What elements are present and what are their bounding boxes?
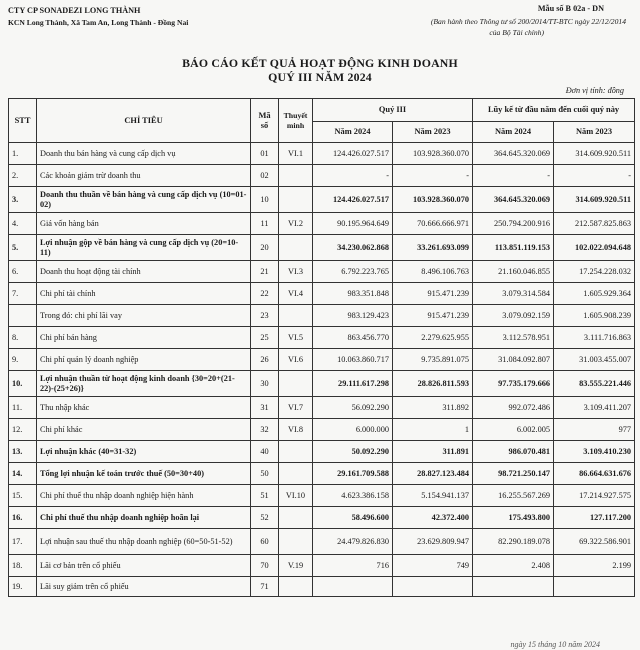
table-row <box>9 555 635 577</box>
row-ytd-2024: 3.079.092.159 <box>473 305 554 327</box>
row-ytd-2024: 175.493.800 <box>473 507 554 529</box>
row-quarter-2023: 8.496.106.763 <box>393 261 473 283</box>
row-item: Doanh thu thuần về bán hàng và cung cấp dịch vụ (10=01-02) <box>37 187 251 213</box>
row-quarter-2023: 915.471.239 <box>393 283 473 305</box>
row-quarter-2024: 34.230.062.868 <box>313 235 393 261</box>
row-stt: 19. <box>9 577 37 597</box>
row-item: Tổng lợi nhuận kế toán trước thuế (50=30+40) <box>37 463 251 485</box>
row-quarter-2024: 716 <box>313 555 393 577</box>
row-stt: 9. <box>9 349 37 371</box>
row-ytd-2024: 16.255.567.269 <box>473 485 554 507</box>
report-title: BÁO CÁO KẾT QUẢ HOẠT ĐỘNG KINH DOANH <box>182 56 458 70</box>
row-quarter-2024: 124.426.027.517 <box>313 143 393 165</box>
table-row <box>9 327 635 349</box>
row-ytd-2023: 3.109.411.207 <box>554 397 635 419</box>
table-row <box>9 213 635 235</box>
row-item: Các khoản giảm trừ doanh thu <box>37 165 251 187</box>
row-ytd-2023: 31.003.455.007 <box>554 349 635 371</box>
row-quarter-2023: - <box>393 165 473 187</box>
income-statement-table <box>8 98 635 597</box>
row-quarter-2024: - <box>313 165 393 187</box>
table-row <box>9 419 635 441</box>
row-note: VI.5 <box>279 327 313 349</box>
table-row <box>9 235 635 261</box>
row-stt: 3. <box>9 187 37 213</box>
header-ytd-2024: Năm 2024 <box>473 122 554 143</box>
row-ytd-2023: 977 <box>554 419 635 441</box>
row-ytd-2024: 364.645.320.069 <box>473 187 554 213</box>
row-item: Lãi cơ bản trên cổ phiếu <box>37 555 251 577</box>
row-stt: 18. <box>9 555 37 577</box>
header-item: CHỈ TIÊU <box>37 99 251 143</box>
row-code: 25 <box>251 327 279 349</box>
table-row <box>9 485 635 507</box>
table-row <box>9 143 635 165</box>
row-quarter-2023: 311.892 <box>393 397 473 419</box>
row-quarter-2023: 9.735.891.075 <box>393 349 473 371</box>
row-note <box>279 463 313 485</box>
row-ytd-2024: 31.084.092.807 <box>473 349 554 371</box>
row-quarter-2024: 24.479.826.830 <box>313 529 393 555</box>
row-quarter-2024: 50.092.290 <box>313 441 393 463</box>
row-stt: 2. <box>9 165 37 187</box>
row-note <box>279 507 313 529</box>
row-note <box>279 441 313 463</box>
header-code: Mã số <box>251 99 279 143</box>
row-note <box>279 577 313 597</box>
row-quarter-2024: 29.111.617.298 <box>313 371 393 397</box>
row-code: 11 <box>251 213 279 235</box>
row-ytd-2023: 2.199 <box>554 555 635 577</box>
row-code: 02 <box>251 165 279 187</box>
row-quarter-2024: 6.000.000 <box>313 419 393 441</box>
row-note: VI.4 <box>279 283 313 305</box>
row-ytd-2024: 986.070.481 <box>473 441 554 463</box>
table-body <box>9 143 635 597</box>
row-stt: 8. <box>9 327 37 349</box>
row-code: 40 <box>251 441 279 463</box>
row-item: Chi phí bán hàng <box>37 327 251 349</box>
row-ytd-2023: 102.022.094.648 <box>554 235 635 261</box>
row-quarter-2023: 103.928.360.070 <box>393 187 473 213</box>
row-quarter-2024: 56.092.290 <box>313 397 393 419</box>
row-item: Lợi nhuận thuần từ hoạt động kinh doanh {30=20+(21-22)-(25+26)} <box>37 371 251 397</box>
issued-note-2: của Bộ Tài chính) <box>489 28 544 37</box>
company-name: CTY CP SONADEZI LONG THÀNH <box>8 6 141 15</box>
row-quarter-2024: 6.792.223.765 <box>313 261 393 283</box>
row-ytd-2023: 3.111.716.863 <box>554 327 635 349</box>
row-ytd-2024: 82.290.189.078 <box>473 529 554 555</box>
row-code: 30 <box>251 371 279 397</box>
row-code: 31 <box>251 397 279 419</box>
row-item: Lợi nhuận sau thuế thu nhập doanh nghiệp (60=50-51-52) <box>37 529 251 555</box>
row-code: 71 <box>251 577 279 597</box>
row-item: Doanh thu bán hàng và cung cấp dịch vụ <box>37 143 251 165</box>
row-quarter-2023: 2.279.625.955 <box>393 327 473 349</box>
report-date: ngày 15 tháng 10 năm 2024 <box>510 640 600 649</box>
row-ytd-2023: 314.609.920.511 <box>554 143 635 165</box>
row-ytd-2023: 314.609.920.511 <box>554 187 635 213</box>
row-note: VI.2 <box>279 213 313 235</box>
header-quarter-2023: Năm 2023 <box>393 122 473 143</box>
header-ytd-2023: Năm 2023 <box>554 122 635 143</box>
row-item: Chi phí thuế thu nhập doanh nghiệp hoãn lại <box>37 507 251 529</box>
row-quarter-2023: 23.629.809.947 <box>393 529 473 555</box>
row-stt: 10. <box>9 371 37 397</box>
row-stt: 12. <box>9 419 37 441</box>
row-quarter-2023: 1 <box>393 419 473 441</box>
table-row <box>9 397 635 419</box>
header-quarter: Quý III <box>313 99 473 122</box>
row-ytd-2024: 2.408 <box>473 555 554 577</box>
row-item: Lợi nhuận khác (40=31-32) <box>37 441 251 463</box>
row-quarter-2024: 863.456.770 <box>313 327 393 349</box>
row-ytd-2023: 69.322.586.901 <box>554 529 635 555</box>
row-note <box>279 165 313 187</box>
table-row <box>9 165 635 187</box>
row-quarter-2023: 33.261.693.099 <box>393 235 473 261</box>
row-item: Lợi nhuận gộp về bán hàng và cung cấp dịch vụ (20=10-11) <box>37 235 251 261</box>
row-quarter-2024: 983.129.423 <box>313 305 393 327</box>
table-row <box>9 187 635 213</box>
table-row <box>9 261 635 283</box>
row-ytd-2023 <box>554 577 635 597</box>
row-quarter-2023: 28.826.811.593 <box>393 371 473 397</box>
row-quarter-2024: 29.161.709.588 <box>313 463 393 485</box>
row-stt: 6. <box>9 261 37 283</box>
row-ytd-2024: - <box>473 165 554 187</box>
row-stt: 11. <box>9 397 37 419</box>
row-quarter-2024 <box>313 577 393 597</box>
header-stt: STT <box>9 99 37 143</box>
row-note: VI.10 <box>279 485 313 507</box>
row-code: 70 <box>251 555 279 577</box>
table-row <box>9 577 635 597</box>
row-quarter-2023: 70.666.666.971 <box>393 213 473 235</box>
row-code: 60 <box>251 529 279 555</box>
row-code: 01 <box>251 143 279 165</box>
row-quarter-2024: 983.351.848 <box>313 283 393 305</box>
row-quarter-2024: 10.063.860.717 <box>313 349 393 371</box>
row-stt <box>9 305 37 327</box>
table-row <box>9 283 635 305</box>
form-number: Mẫu số B 02a - DN <box>537 4 604 13</box>
row-ytd-2024: 98.721.250.147 <box>473 463 554 485</box>
row-code: 10 <box>251 187 279 213</box>
row-stt: 16. <box>9 507 37 529</box>
row-quarter-2024: 124.426.027.517 <box>313 187 393 213</box>
row-note <box>279 235 313 261</box>
row-note: VI.7 <box>279 397 313 419</box>
row-ytd-2023: 212.587.825.863 <box>554 213 635 235</box>
row-code: 23 <box>251 305 279 327</box>
company-address: KCN Long Thành, Xã Tam An, Long Thành - Đồng Nai <box>8 18 189 27</box>
row-quarter-2024: 58.496.600 <box>313 507 393 529</box>
row-code: 22 <box>251 283 279 305</box>
row-stt: 5. <box>9 235 37 261</box>
row-note: VI.8 <box>279 419 313 441</box>
row-code: 32 <box>251 419 279 441</box>
row-item: Lãi suy giảm trên cổ phiếu <box>37 577 251 597</box>
row-quarter-2023: 915.471.239 <box>393 305 473 327</box>
row-quarter-2023: 28.827.123.484 <box>393 463 473 485</box>
row-item: Chi phí quản lý doanh nghiệp <box>37 349 251 371</box>
row-quarter-2024: 90.195.964.649 <box>313 213 393 235</box>
row-note <box>279 305 313 327</box>
row-ytd-2023: - <box>554 165 635 187</box>
table-row <box>9 371 635 397</box>
row-item: Trong đó: chi phí lãi vay <box>37 305 251 327</box>
row-item: Chi phí thuế thu nhập doanh nghiệp hiện hành <box>37 485 251 507</box>
row-item: Giá vốn hàng bán <box>37 213 251 235</box>
row-quarter-2023: 749 <box>393 555 473 577</box>
row-item: Thu nhập khác <box>37 397 251 419</box>
table-row <box>9 305 635 327</box>
row-code: 21 <box>251 261 279 283</box>
table-row <box>9 441 635 463</box>
row-code: 50 <box>251 463 279 485</box>
row-ytd-2024: 364.645.320.069 <box>473 143 554 165</box>
row-ytd-2023: 17.214.927.575 <box>554 485 635 507</box>
header-quarter-2024: Năm 2024 <box>313 122 393 143</box>
row-ytd-2023: 1.605.908.239 <box>554 305 635 327</box>
row-note: VI.3 <box>279 261 313 283</box>
row-ytd-2023: 17.254.228.032 <box>554 261 635 283</box>
row-quarter-2023 <box>393 577 473 597</box>
report-period: QUÝ III NĂM 2024 <box>268 70 372 84</box>
row-ytd-2023: 1.605.929.364 <box>554 283 635 305</box>
row-note: V.19 <box>279 555 313 577</box>
row-ytd-2023: 3.109.410.230 <box>554 441 635 463</box>
header-note: Thuyết minh <box>279 99 313 143</box>
row-ytd-2024: 992.072.486 <box>473 397 554 419</box>
row-quarter-2024: 4.623.386.158 <box>313 485 393 507</box>
row-item: Chi phí tài chính <box>37 283 251 305</box>
row-stt: 17. <box>9 529 37 555</box>
row-item: Doanh thu hoạt động tài chính <box>37 261 251 283</box>
row-ytd-2023: 127.117.200 <box>554 507 635 529</box>
row-code: 52 <box>251 507 279 529</box>
header-ytd: Lũy kế từ đầu năm đến cuối quý này <box>473 99 635 122</box>
row-ytd-2023: 83.555.221.446 <box>554 371 635 397</box>
row-quarter-2023: 42.372.400 <box>393 507 473 529</box>
row-ytd-2024 <box>473 577 554 597</box>
row-item: Chi phí khác <box>37 419 251 441</box>
row-ytd-2023: 86.664.631.676 <box>554 463 635 485</box>
row-stt: 14. <box>9 463 37 485</box>
row-ytd-2024: 3.079.314.584 <box>473 283 554 305</box>
row-stt: 1. <box>9 143 37 165</box>
table-row <box>9 529 635 555</box>
issued-note: (Ban hành theo Thông tư số 200/2014/TT-BTC ngày 22/12/2014 <box>430 17 626 26</box>
row-note <box>279 187 313 213</box>
row-note: VI.6 <box>279 349 313 371</box>
row-ytd-2024: 250.794.200.916 <box>473 213 554 235</box>
row-code: 20 <box>251 235 279 261</box>
currency-unit: Đơn vị tính: đồng <box>565 86 624 95</box>
row-ytd-2024: 3.112.578.951 <box>473 327 554 349</box>
row-stt: 15. <box>9 485 37 507</box>
row-stt: 13. <box>9 441 37 463</box>
row-code: 51 <box>251 485 279 507</box>
row-ytd-2024: 97.735.179.666 <box>473 371 554 397</box>
table-row <box>9 463 635 485</box>
row-note <box>279 371 313 397</box>
row-note: VI.1 <box>279 143 313 165</box>
row-stt: 7. <box>9 283 37 305</box>
table-row <box>9 349 635 371</box>
row-quarter-2023: 5.154.941.137 <box>393 485 473 507</box>
row-ytd-2024: 113.851.119.153 <box>473 235 554 261</box>
row-note <box>279 529 313 555</box>
row-stt: 4. <box>9 213 37 235</box>
row-code: 26 <box>251 349 279 371</box>
row-quarter-2023: 103.928.360.070 <box>393 143 473 165</box>
row-ytd-2024: 6.002.005 <box>473 419 554 441</box>
row-ytd-2024: 21.160.046.855 <box>473 261 554 283</box>
row-quarter-2023: 311.891 <box>393 441 473 463</box>
table-row <box>9 507 635 529</box>
